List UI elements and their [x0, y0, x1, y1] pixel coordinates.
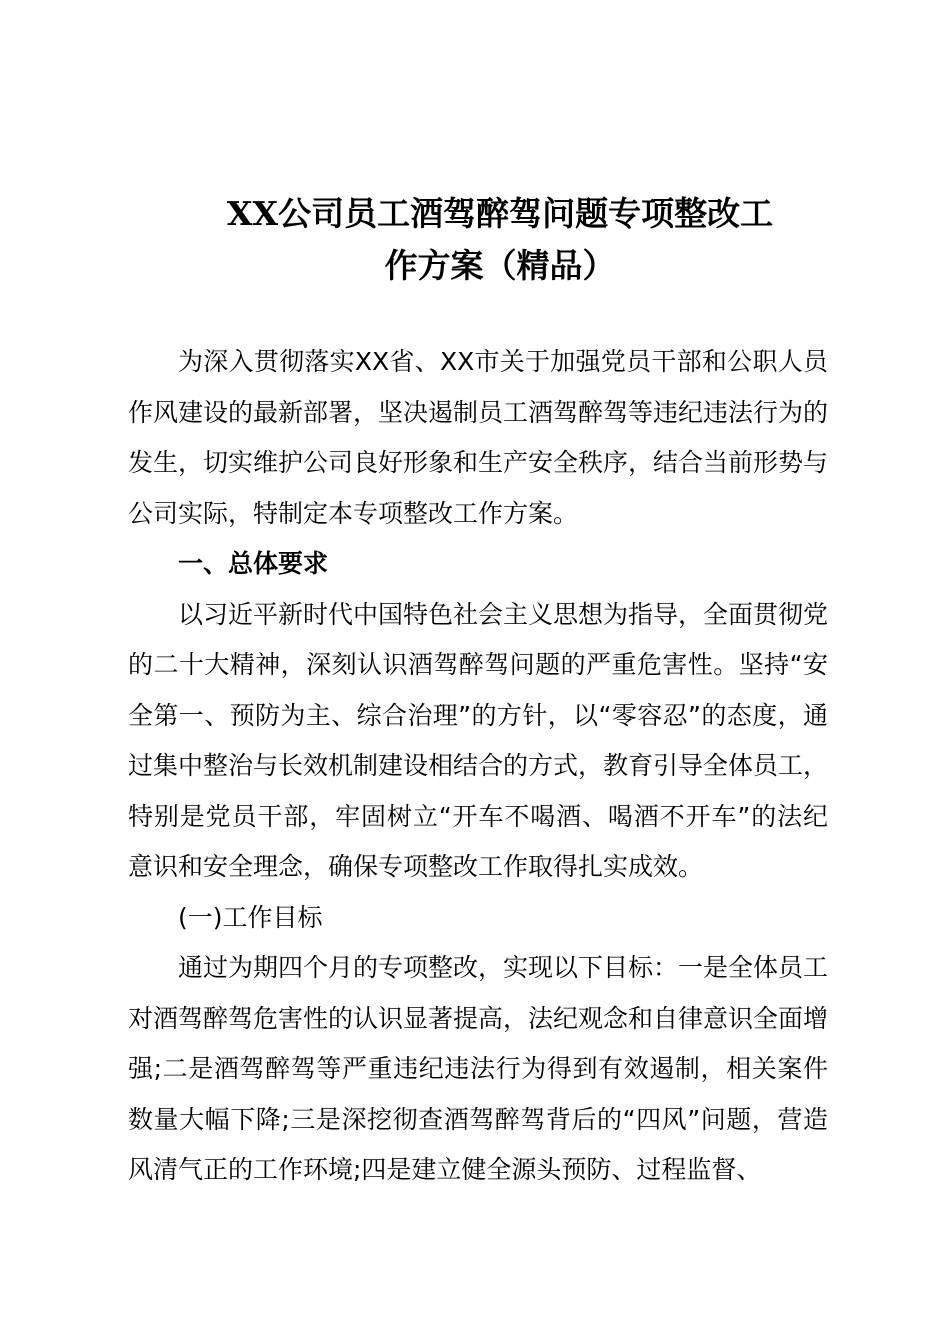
- work-goals-paragraph: 通过为期四个月的专项整改，实现以下目标：一是全体员工对酒驾醉驾危害性的认识显著提高，法纪观念和自律意识全面增强;二是酒驾醉驾等严重违纪违法行为得到有效遏制，相关案件数量大幅下降;三是深挖彻查酒驾醉驾背后的“四风”问题，营造风清气正的工作环境;四是建立健全源头预防、过程监督、: [128, 953, 829, 1184]
- document-body: [128, 337, 828, 1196]
- subsection-heading-work-goals: (一)工作目标: [178, 902, 323, 932]
- document-title: [150, 188, 850, 292]
- intro-paragraph: 为深入贯彻落实XX省、XX市关于加强党员干部和公职人员作风建设的最新部署，坚决遏制员工酒驾醉驾等违纪违法行为的发生，切实维护公司良好形象和生产安全秩序，结合当前形势与公司实际，特制定本专项整改工作方案。: [128, 347, 829, 528]
- title-line-1: XX公司员工酒驾醉驾问题专项整改工: [226, 194, 774, 233]
- general-requirements-paragraph: 以习近平新时代中国特色社会主义思想为指导，全面贯彻党的二十大精神，深刻认识酒驾醉驾问题的严重危害性。坚持“安全第一、预防为主、综合治理”的方针，以“零容忍”的态度，通过集中整治与长效机制建设相结合的方式，教育引导全体员工，特别是党员干部，牢固树立“开车不喝酒、喝酒不开车”的法纪意识和安全理念，确保专项整改工作取得扎实成效。: [128, 599, 829, 881]
- title-line-2: 作方案（精品）: [384, 246, 616, 285]
- section-heading-general-requirements: 一、总体要求: [178, 549, 329, 578]
